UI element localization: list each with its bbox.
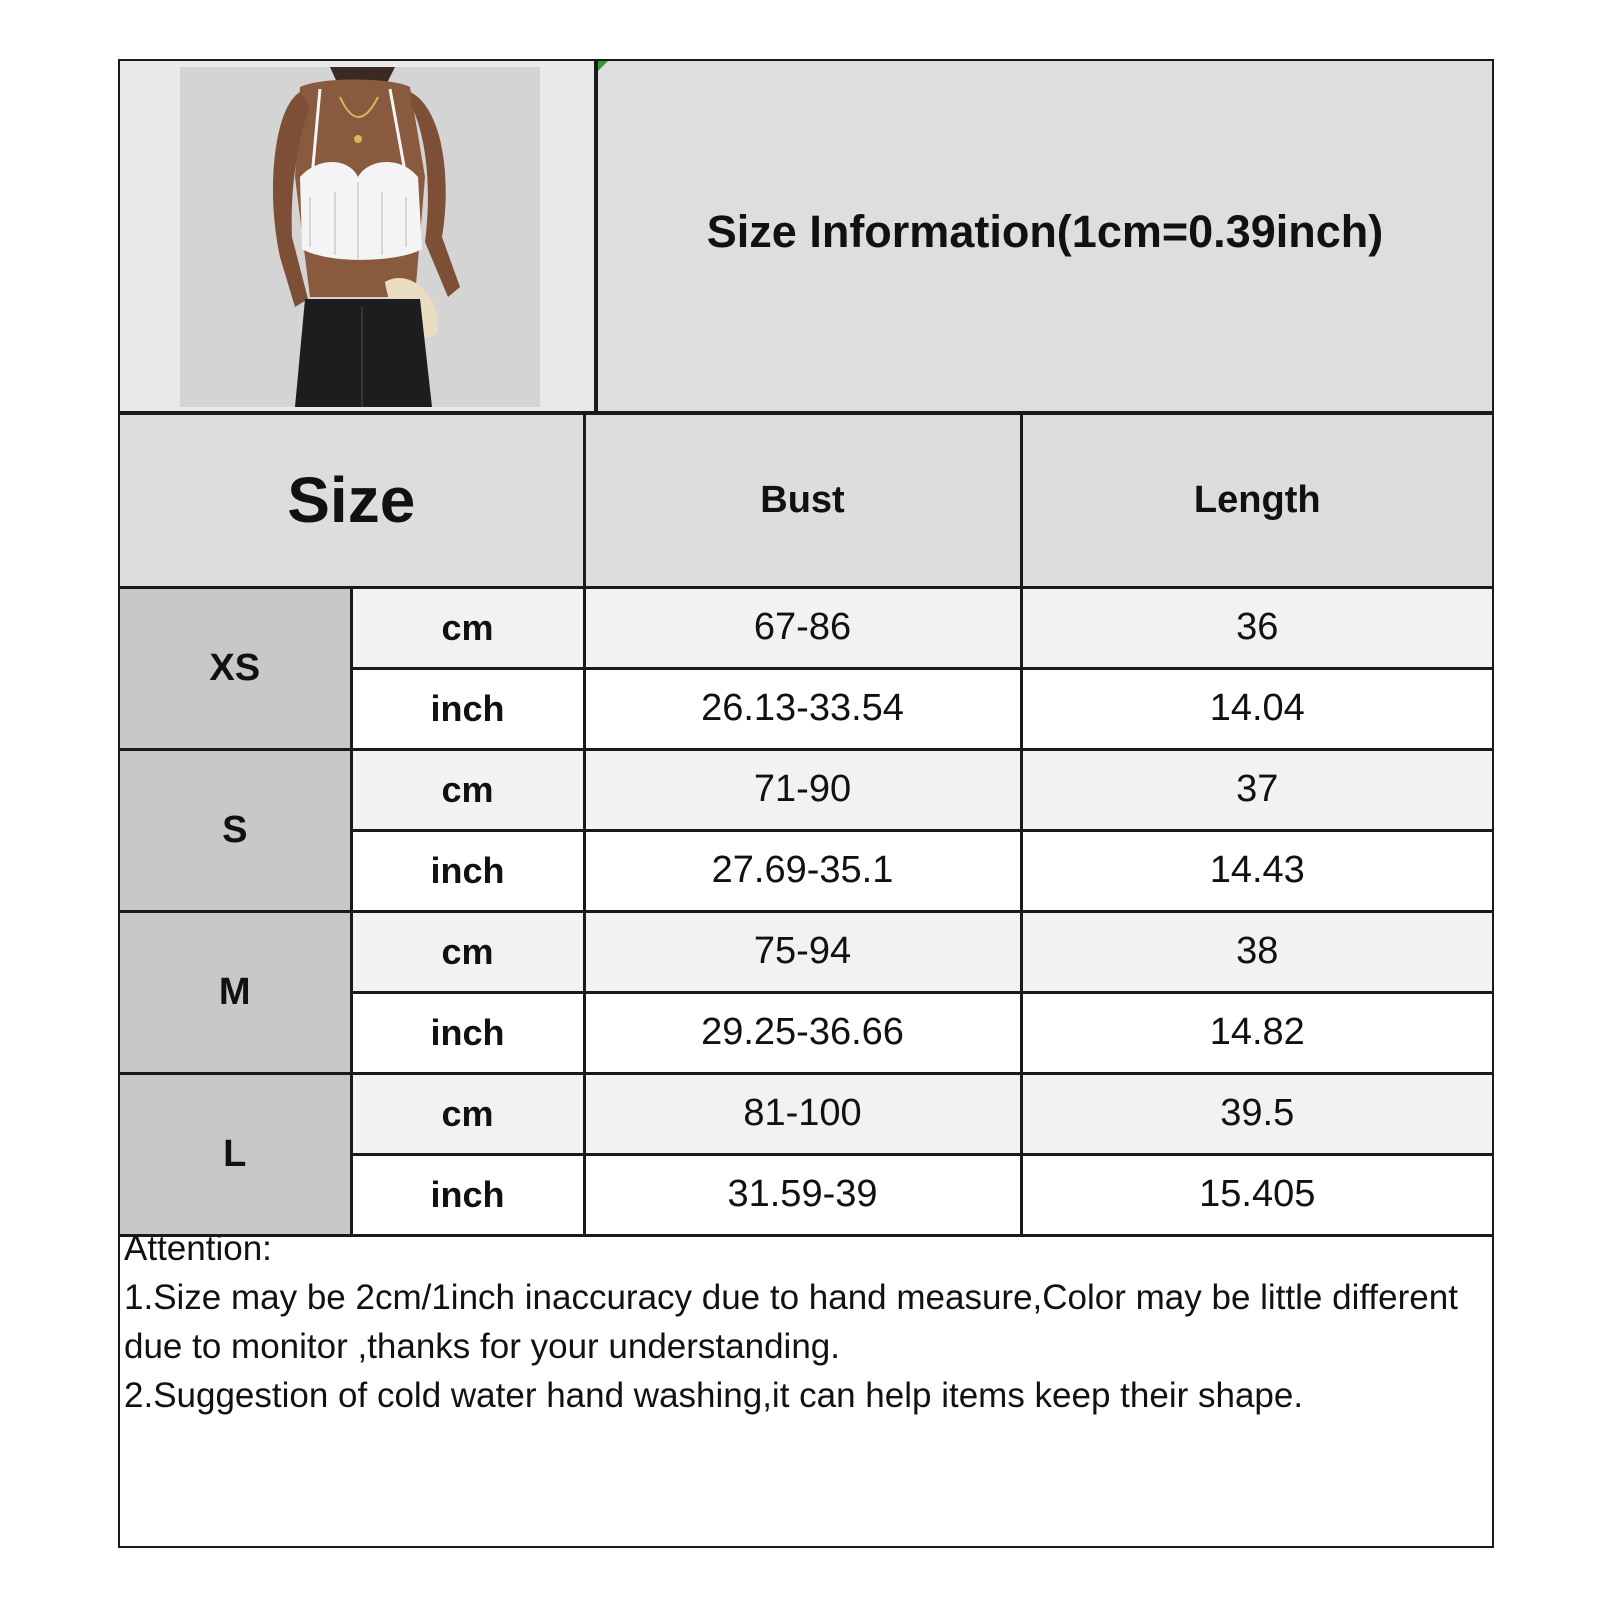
corner-marker [598,61,608,71]
attention-notes [124,1224,1486,1420]
bust-value: 31.59-39 [584,1154,1021,1235]
attention-heading: Attention: [124,1229,272,1268]
attention-line-2: 2.Suggestion of cold water hand washing,it can help items keep their shape. [124,1376,1304,1415]
size-info-cell [598,61,1492,411]
length-value: 14.43 [1021,830,1492,911]
top-section [120,61,1492,415]
length-value: 14.82 [1021,992,1492,1073]
unit-cell: inch [351,668,584,749]
length-value: 14.04 [1021,668,1492,749]
unit-cell: inch [351,992,584,1073]
length-value: 39.5 [1021,1073,1492,1154]
bust-value: 71-90 [584,749,1021,830]
table-row [120,911,1492,992]
bust-value: 27.69-35.1 [584,830,1021,911]
unit-cell: cm [351,1073,584,1154]
bust-value: 81-100 [584,1073,1021,1154]
table-header-row [120,415,1492,587]
table-row [120,749,1492,830]
bust-value: 75-94 [584,911,1021,992]
header-bust: Bust [584,415,1021,587]
unit-cell: inch [351,1154,584,1235]
product-photo [180,67,540,407]
bust-value: 67-86 [584,587,1021,668]
attention-line-1: 1.Size may be 2cm/1inch inaccuracy due to hand measure,Color may be little different due to monitor ,thanks for your understanding. [124,1278,1458,1366]
unit-cell: cm [351,911,584,992]
unit-cell: cm [351,587,584,668]
product-photo-cell [120,61,598,411]
size-chart-sheet [118,59,1494,1548]
table-row [120,587,1492,668]
size-info-title: Size Information(1cm=0.39inch) [706,206,1384,257]
length-value: 38 [1021,911,1492,992]
size-label-s: S [120,749,351,911]
header-length: Length [1021,415,1492,587]
header-size: Size [120,415,584,587]
size-label-m: M [120,911,351,1073]
bust-value: 26.13-33.54 [584,668,1021,749]
bust-value: 29.25-36.66 [584,992,1021,1073]
length-value: 37 [1021,749,1492,830]
length-value: 36 [1021,587,1492,668]
length-value: 15.405 [1021,1154,1492,1235]
unit-cell: inch [351,830,584,911]
table-row [120,1073,1492,1154]
unit-cell: cm [351,749,584,830]
size-table [120,415,1492,1237]
size-label-xs: XS [120,587,351,749]
size-label-l: L [120,1073,351,1235]
